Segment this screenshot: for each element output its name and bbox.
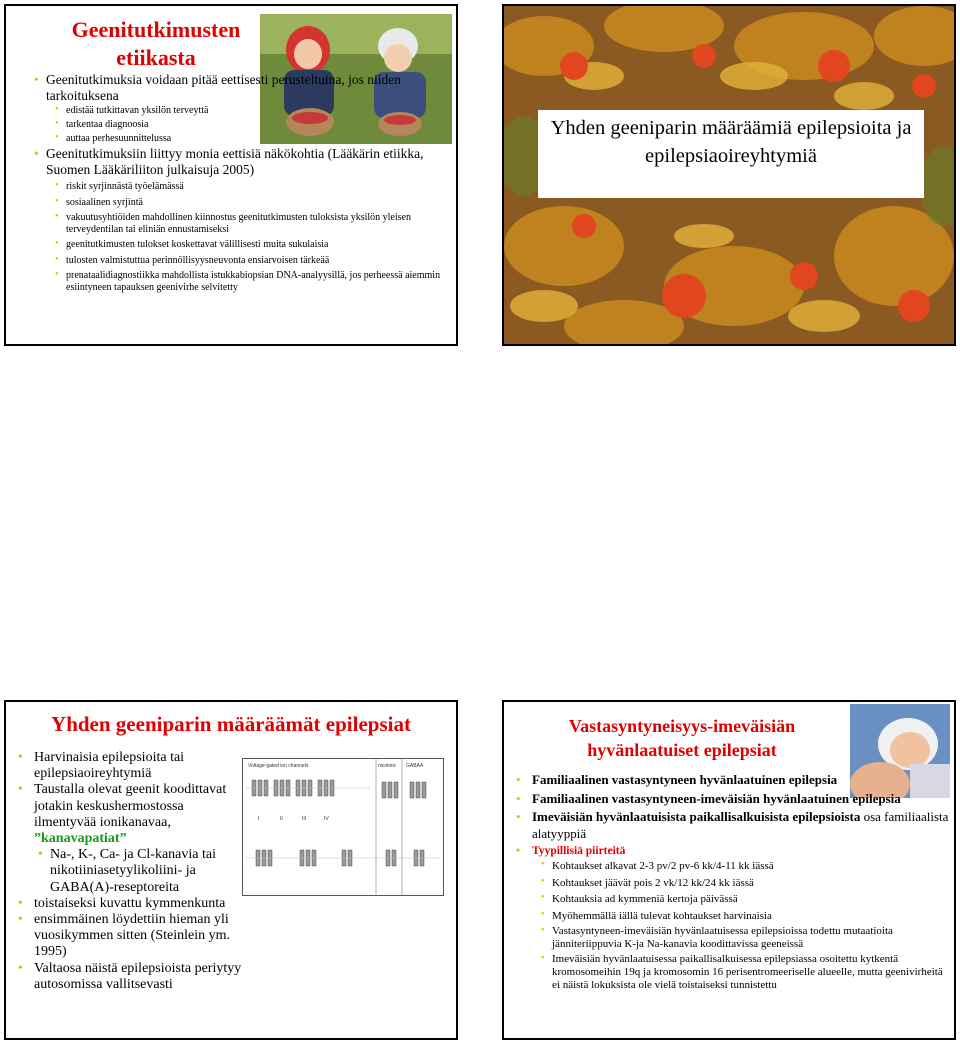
bullet-icon: •: [18, 750, 23, 765]
bullet-icon: •: [18, 912, 23, 928]
bullet-icon: •: [541, 875, 545, 887]
bullet-icon: •: [55, 269, 59, 280]
bullet-icon: •: [34, 146, 39, 161]
list-item: • Geenitutkimuksiin liittyy monia eettisiä näkökohtia (Lääkärin etiikka, Suomen Lääkäriliiton julkaisuja 2005): [34, 146, 424, 177]
list-item: • Kohtaukset alkavat 2-3 pv/2 pv-6 kk/4-11 kk iässä: [541, 859, 774, 872]
list-item: • Kohtauksia ad kymmeniä kertoja päivässä: [541, 892, 738, 905]
bullet-icon: •: [516, 809, 521, 824]
list-item: • auttaa perhesuunnittelussa: [55, 132, 172, 144]
bullet-icon: •: [55, 104, 59, 115]
list-item: • Vastasyntyneen-imeväisiän hyvänlaatuisessa epilepsioissa todettu mutaatioita jänniteriippuvia K-ja Na-kanavia koodittavissa geeneissä: [541, 925, 893, 950]
slide1-body: [34, 72, 446, 294]
bullet-icon: •: [516, 790, 521, 806]
slide3-title: Yhden geeniparin määräämät epilepsiat: [51, 712, 411, 736]
list-item: • Geenitutkimuksia voidaan pitää eettisesti perusteltuina, jos niiden tarkoituksena: [34, 72, 402, 103]
bullet-icon: •: [516, 845, 521, 857]
list-item: • Valtaosa näistä epilepsioista periytyy autosomissa vallitsevasti: [18, 960, 242, 992]
bullet-icon: •: [34, 72, 39, 87]
bullet-icon: •: [18, 782, 23, 798]
list-item: • Taustalla olevat geenit koodittavat jotakin keskushermostossa ilmentyvää ionikanavaa, ”kanavapatiat”: [18, 782, 227, 847]
slide4-title: Vastasyntyneisyys-imeväisiän hyvänlaatuiset epilepsiat: [568, 716, 796, 760]
bullet-icon: •: [541, 859, 545, 870]
list-item: • tulosten valmistuttua perinnöllisyysneuvonta ensiarvoisen tärkeää: [55, 254, 330, 266]
diagram-label: I: [258, 816, 260, 822]
list-item: • Harvinaisia epilepsioita tai epilepsiaoireyhtymiä: [18, 750, 185, 782]
list-item: • Kohtaukset jäävät pois 2 vk/12 kk/24 kk iässä: [541, 875, 754, 889]
slide3-body: [18, 750, 248, 993]
bullet-icon: •: [541, 953, 545, 964]
list-item: • Imeväisiän hyvänlaatuisessa paikallisalkuisessa epilepsiassa osoitettu kytkentä kromosomeihin 19q ja kromosomin 16 perisentromeeriselle alueelle, mutta geenivirheitä ei näistä lokuksista ole vielä toistaiseksi tunnistettu: [541, 953, 943, 991]
list-item: • riskit syrjinnästä työelämässä: [55, 180, 184, 192]
slide1-title: Geenitutkimusten etiikasta: [71, 17, 241, 70]
list-item: • edistää tutkittavan yksilön terveyttä: [55, 104, 209, 116]
slide-yhden-geeniparin-epilepsiat: [4, 700, 458, 1040]
diagram-label: III: [302, 816, 307, 822]
diagram-label: GABAA: [406, 763, 424, 769]
list-item: • vakuutusyhtiöiden mahdollinen kiinnostus geenitutkimusten tuloksista yksilön yleisen terveydentilan tai eliniän ennustamiseksi: [55, 211, 411, 235]
slide2-title: Yhden geeniparin määräämiä epilepsioita ja epilepsiaoireyhtymiä: [538, 110, 924, 198]
list-item: • Familiaalinen vastasyntyneen hyvänlaatuinen epilepsia: [516, 772, 838, 787]
bullet-icon: •: [55, 238, 59, 249]
bullet-icon: •: [55, 180, 59, 191]
bullet-icon: •: [55, 254, 59, 265]
bullet-icon: •: [55, 211, 59, 222]
kanavapatiat-highlight: ”kanavapatiat”: [34, 831, 127, 847]
bullet-icon: •: [55, 132, 59, 143]
diagram-label: IV: [324, 816, 329, 822]
slide4-body: [516, 772, 952, 994]
list-item: • tarkentaa diagnoosia: [55, 118, 149, 130]
list-item: • toistaiseksi kuvattu kymmenkunta: [18, 895, 226, 911]
diagram-label: Voltage-gated ion channels: [248, 763, 309, 769]
list-item: • prenataalidiagnostiikka mahdollista istukkabiopsian DNA-analyysillä, jos perheessä aiemmin esiintyneen tapauksen geenivirhe selvitetty: [55, 269, 441, 293]
bullet-icon: •: [18, 895, 23, 911]
bullet-icon: •: [55, 196, 59, 207]
list-item: • sosiaalinen syrjintä: [55, 196, 143, 208]
list-item: • ensimmäinen löydettiin hieman yli vuosikymmen sitten (Steinlein ym. 1995): [18, 912, 230, 960]
list-item: • Imeväisiän hyvänlaatuisista paikallisalkuisista epilepsioista osa familiaalista alatyyppiä: [516, 809, 949, 841]
list-item: • geenitutkimusten tulokset koskettavat välillisesti muita sukulaisia: [55, 238, 329, 250]
bullet-icon: •: [55, 118, 59, 129]
list-item: • Tyypillisiä piirteitä: [516, 845, 626, 857]
slide-hyvanlaatuiset-epilepsiat: [502, 700, 956, 1040]
slide-geenitutkimusten-etiikasta: [4, 4, 458, 346]
bullet-icon: •: [18, 960, 23, 976]
list-item: • Na-, K-, Ca- ja Cl-kanavia tai nikotiiniasetyylikoliini- ja GABA(A)-reseptoreita: [38, 847, 216, 895]
bullet-icon: •: [516, 772, 521, 787]
list-item: • Myöhemmällä iällä tulevat kohtaukset harvinaisia: [541, 908, 772, 922]
bullet-icon: •: [541, 892, 545, 903]
bullet-icon: •: [38, 847, 43, 863]
diagram-label: nicotinic: [378, 763, 397, 769]
list-item: • Familiaalinen vastasyntyneen-imeväisiän hyvänlaatuinen epilepsia: [516, 790, 901, 806]
bullet-icon: •: [541, 908, 545, 920]
ion-channel-diagram: [242, 758, 444, 896]
diagram-label: II: [280, 816, 283, 822]
bullet-icon: •: [541, 925, 545, 936]
slide-rowan-berries: [502, 4, 956, 346]
